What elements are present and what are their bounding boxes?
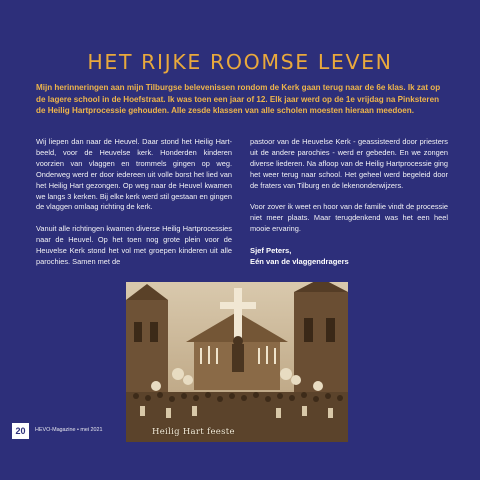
procession-photo-illustration — [126, 282, 348, 442]
paragraph: Voor zover ik weet en hoor van de familie vindt de processie niet meer plaats. Maar terugdenkend was het een heel mooie ervaring. — [250, 202, 448, 233]
paragraph: Vanuit alle richtingen kwamen diverse Heilig Hartprocessies naar de Heuvel. Op het toen nog grote plein voor de Heuvelse Kerk stond het vol met groepen kinderen uit alle parochies. Samen met de — [36, 223, 232, 266]
signature-role: Eén van de vlaggendragers — [250, 257, 349, 267]
article-column-right — [250, 137, 448, 267]
intro-paragraph: Mijn herinneringen aan mijn Tilburgse belevenissen rondom de Kerk gaan terug naar de 6e klas. Ik zat op de lagere school in de Hoefstraat. Ik was toen een jaar of 12. Elk jaar werd op de 1e vrijdag na Pinksteren de Heilig Hartprocessie gehouden. Alle zesde klassen van alle scholen moesten hieraan meedoen. — [36, 83, 441, 116]
page-title: HET RIJKE ROOMSE LEVEN — [87, 49, 393, 74]
signature-name: Sjef Peters, — [250, 246, 292, 256]
footer-text: HEVO-Magazine • mei 2021 — [35, 427, 103, 433]
signature — [250, 245, 448, 267]
photo-caption: Heilig Hart feeste — [152, 427, 235, 437]
historic-photo — [126, 282, 348, 442]
page-number: 20 — [12, 423, 29, 439]
paragraph: pastoor van de Heuvelse Kerk - geassisteerd door priesters uit de andere parochies - werd er gebeden. En we zongen diverse liederen. Na afloop van de Heilig Hartprocessie ging het weer terug naar school. Het geheel werd begeleid door de fraters van Tilburg en de lekenonderwijzers. — [250, 137, 448, 190]
paragraph: Wij liepen dan naar de Heuvel. Daar stond het Heilig Hart-beeld, voor de Heuvelse kerk. Honderden kinderen voorzien van vlaggen en trommels gingen op weg. Onderweg werd er door iedereen uit volle borst het lied van het Heilig Hart gezongen. Op weg naar de Heuvel kwamen we langs 3 kerken. Bij elke kerk werd stil gestaan en gingen de vlaggen omlaag richting de kerk. — [36, 137, 232, 212]
article-column-left — [36, 137, 232, 278]
